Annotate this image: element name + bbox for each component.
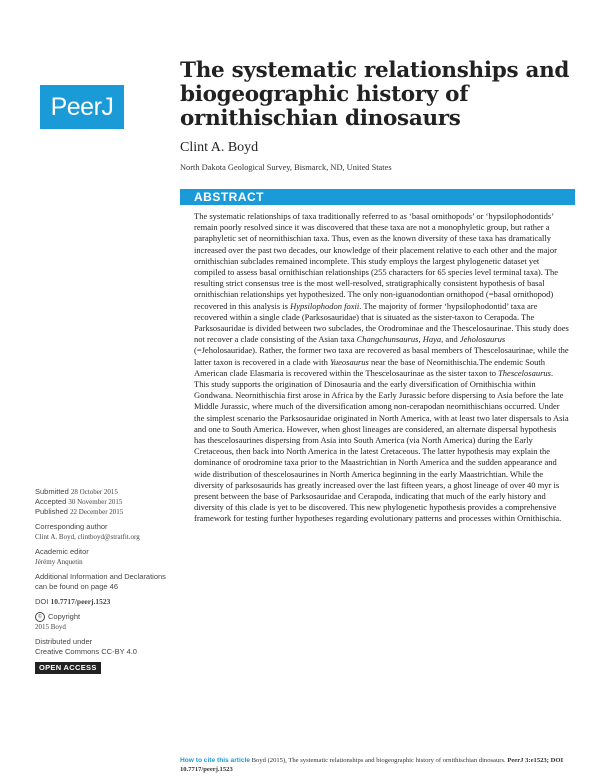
- citation-doi[interactable]: ; DOI 10.7717/peerj.1523: [180, 757, 564, 773]
- abstract-part: near the base of Neornithischia.The endemic South American clade Elasmaria is recovered within the Thescelosaurinae as the sister taxon to: [194, 356, 545, 378]
- doi-label: DOI: [35, 597, 49, 606]
- taxon-name: Hypsilophodon foxii: [290, 300, 360, 311]
- abstract-part: . This study supports the origination of Dinosauria and the early diversification of Ornithischia within Gondwana. Neornithischia first arose in Africa by the Early Jurassic before dispersing to Asia before the late Middle Jurassic, where much of the diversification among non-cerapodan neornithischians occurred. Under the simplest scenario the Parksosauridae originated in North America, with at least two later dispersals to Asia and one to South America. However, when ghost lineages are considered, an alternate dispersal hypothesis has thescelosaurines dispersing from Asia into South America (via North America) during the Early Cretaceous, then back into North America in the latest Cretaceous. The latter hypothesis may explain the dominance of orodromine taxa prior to the Maastrichtian in North America and the sudden appearance and wide distribution of thescelosaurines in North America beginning in the early Maastrichtian. While the diversity of parksosaurids has greatly increased over the last fifteen years, a ghost lineage of over 40 myr is present between the base of Parksosauridae and Cerapoda, indicating that much of the early history and diversity of this clade is yet to be discovered. This new phylogenetic hypothesis provides a comprehensive framework for testing further hypotheses regarding evolutionary patterns and processes within Ornithischia.: [194, 367, 569, 524]
- author-affiliation: North Dakota Geological Survey, Bismarck, ND, United States: [180, 163, 392, 172]
- accepted-date: 30 November 2015: [68, 498, 123, 506]
- open-access-badge: OPEN ACCESS: [35, 662, 101, 674]
- submitted-line: [35, 487, 175, 497]
- doi-block: [35, 597, 175, 607]
- taxon-name: Yueosaurus: [329, 356, 369, 367]
- additional-info[interactable]: Additional Information and Declarations can be found on page 46: [35, 572, 166, 591]
- open-access-block: [35, 662, 175, 674]
- logo-text: PeerJ: [50, 92, 114, 121]
- copyright-block: [35, 612, 175, 632]
- how-to-cite-label: How to cite this article: [180, 757, 250, 764]
- dates-block: [35, 487, 175, 517]
- taxon-name: Jeholosaurus: [459, 334, 506, 345]
- editor-label: Academic editor: [35, 547, 89, 556]
- peerj-logo: [40, 85, 124, 129]
- citation-text: Boyd (2015), The systematic relationships and biogeographic history of ornithischian dinosaurs.: [249, 757, 508, 764]
- abstract-part: . The majority of former ‘hypsilophodontid’ taxa are recovered within a single clade (Parksosauridae) that is situated as the sister-taxon to Cerapoda. The Parksosauridae is divided between two subclades, the Orodrominae and the Thescelosaurinae. This study does not recover a clade consisting of the Asian taxa: [194, 300, 569, 345]
- abstract-part: , and: [441, 334, 460, 345]
- doi-link[interactable]: 10.7717/peerj.1523: [50, 597, 111, 606]
- article-author: Clint A. Boyd: [180, 140, 259, 155]
- abstract-part: (=Jeholosauridae). Rather, the former two taxa are recovered as basal members of Thescelosaurinae, while the latter taxon is recovered in a clade with: [194, 345, 569, 367]
- citation-footer: [180, 756, 580, 774]
- abstract-heading: ABSTRACT: [180, 189, 575, 205]
- accepted-line: [35, 497, 175, 507]
- article-title: The systematic relationships and biogeographic history of ornithischian dinosaurs: [180, 58, 570, 131]
- copyright-circle-icon: ©: [35, 612, 45, 622]
- article-sidebar: [35, 487, 175, 679]
- editor-block: [35, 547, 175, 567]
- taxon-name: Changchunsaurus: [356, 334, 419, 345]
- citation-journal: PeerJ 3:e1523: [507, 757, 547, 764]
- published-line: [35, 507, 175, 517]
- abstract-text: [194, 211, 569, 525]
- copyright-value: 2015 Boyd: [35, 623, 66, 632]
- published-label: Published: [35, 507, 68, 516]
- corresponding-label: Corresponding author: [35, 522, 108, 531]
- license-link[interactable]: Creative Commons CC-BY 4.0: [35, 647, 137, 657]
- abstract-part: ,: [418, 334, 423, 345]
- license-block: [35, 637, 175, 657]
- corresponding-block: [35, 522, 175, 542]
- accepted-label: Accepted: [35, 497, 67, 506]
- copyright-label: Copyright: [48, 612, 81, 621]
- taxon-name: Thescelosaurus: [498, 367, 551, 378]
- license-line-1: Distributed under: [35, 637, 93, 647]
- published-date: 22 December 2015: [70, 508, 124, 516]
- corresponding-value[interactable]: Clint A. Boyd, clintboyd@stratfit.org: [35, 533, 140, 541]
- editor-value: Jérémy Anquetin: [35, 558, 83, 566]
- taxon-name: Haya: [422, 334, 442, 345]
- submitted-date: 28 October 2015: [70, 488, 118, 496]
- submitted-label: Submitted: [35, 487, 69, 496]
- abstract-part: The systematic relationships of taxa traditionally referred to as ‘basal ornithopods’ or ‘hypsilophodontids’ remain poorly resolved since it was discovered that these taxa are not a monophyletic group, but rather a paraphyletic set of neornithischian taxa. Thus, even as the known diversity of these taxa has dramatically increased over the past two decades, our knowledge of their placement relative to each other and the major ornithischian subclades remained incomplete. This study employs the largest phylogenetic dataset yet compiled to assess basal ornithischian relationships (255 characters for 65 species level terminal taxa). The resulting strict consensus tree is the most well-resolved, stratigraphically consistent hypothesis of basal ornithischian relationships yet hypothesized. The only non-iguanodontian ornithopod (=basal ornithopod) recovered in this analysis is: [194, 211, 559, 311]
